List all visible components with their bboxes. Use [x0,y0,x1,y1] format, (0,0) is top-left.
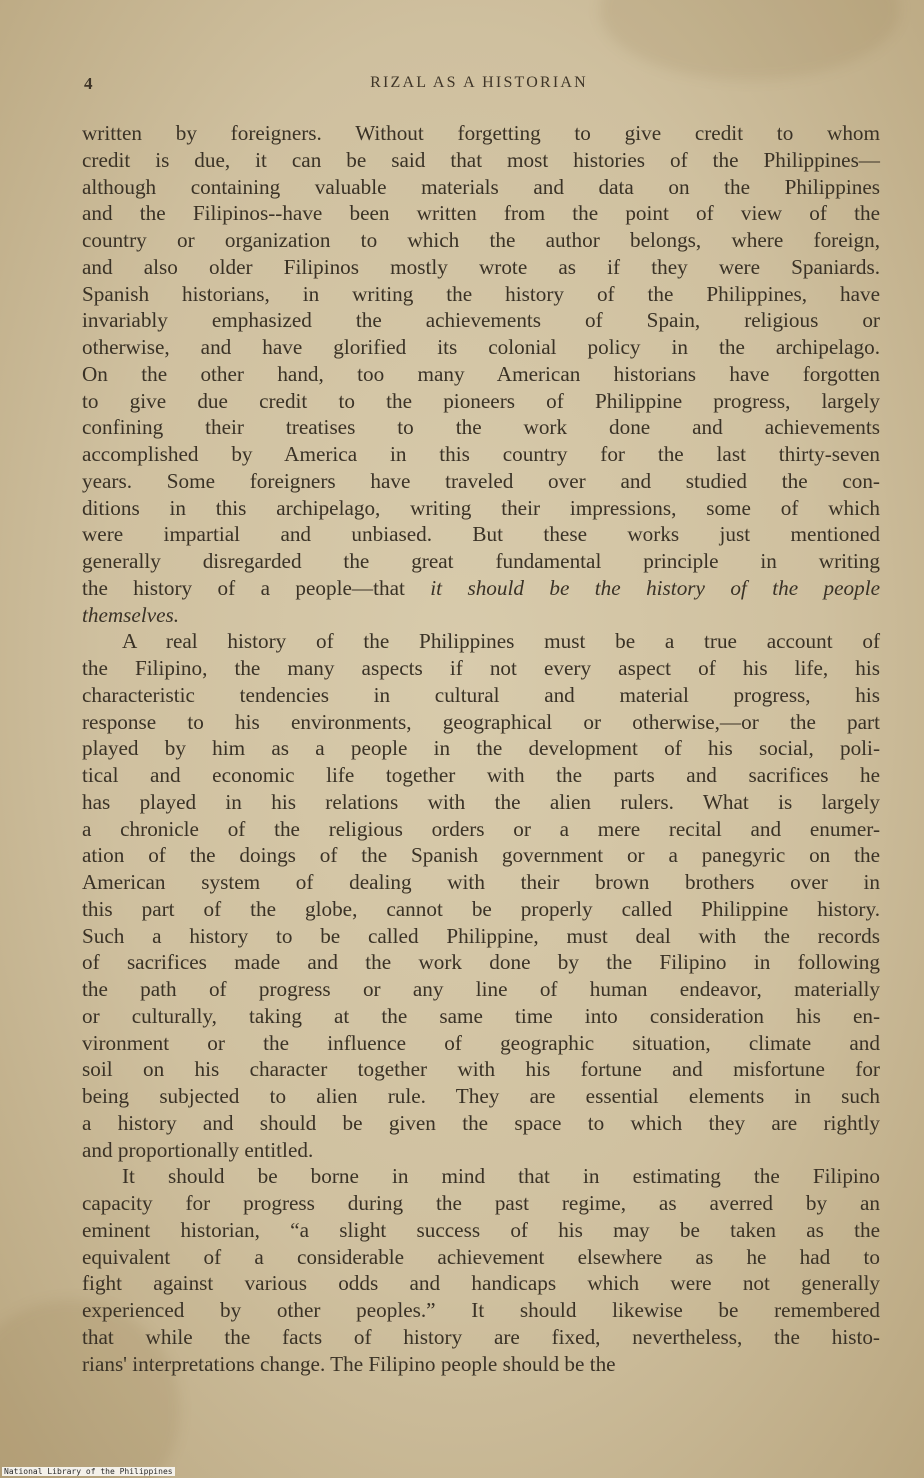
text-line: to give due credit to the pioneers of Philippine progress, largely [82,388,880,413]
text-line: credit is due, it can be said that most histories of the Philippines— [82,147,880,172]
text-line: It should be borne in mind that in estimating the Filipino [122,1164,880,1189]
text-line: eminent historian, “a slight success of his may be taken as the [82,1217,880,1242]
paragraph [82,628,880,1163]
text-line: response to his environments, geographical or otherwise,—or the part [82,709,880,734]
text-line: ation of the doings of the Spanish government or a panegyric on the [82,843,880,868]
text-line: being subjected to alien rule. They are essential elements in such [82,1084,880,1108]
text-line: although containing valuable materials and data on the Philippines [82,174,880,199]
text-line: and also older Filipinos mostly wrote as if they were Spaniards. [82,254,880,279]
text-line: and proportionally entitled. [82,1137,314,1162]
text-line: soil on his character together with his fortune and misfortune for [82,1057,880,1082]
text-line: or culturally, taking at the same time into consideration his en- [82,1003,880,1028]
text-line: a chronicle of the religious orders or a mere recital and enumer- [82,816,880,841]
text-line: capacity for progress during the past regime, as averred by an [82,1191,880,1215]
paragraph [82,1163,880,1377]
text-segment: the history of a people—that [82,575,431,600]
text-line: otherwise, and have glorified its colonial policy in the archipelago. [82,335,880,359]
italic-emphasis: themselves. [82,602,180,627]
text-line: the path of progress or any line of human endeavor, materially [82,977,880,1001]
text-line: On the other hand, too many American historians have forgotten [82,361,880,386]
body-text [82,120,880,1377]
text-line: played by him as a people in the development of his social, poli- [82,736,880,761]
text-line: ditions in this archipelago, writing their impressions, some of which [82,495,880,520]
text-line: vironment or the influence of geographic situation, climate and [82,1030,880,1055]
page-number: 4 [84,74,93,93]
text-line: American system of dealing with their brown brothers over in [82,870,880,894]
text-line: were impartial and unbiased. But these works just mentioned [82,522,880,547]
text-line: and the Filipinos--have been written from the point of view of the [82,201,880,226]
running-title: RIZAL AS A HISTORIAN [370,74,588,91]
library-credit: National Library of the Philippines [4,1467,173,1476]
text-line: of sacrifices made and the work done by the Filipino in following [82,950,880,975]
text-line: written by foreigners. Without forgetting to give credit to whom [82,121,880,145]
text-line: a history and should be given the space to which they are rightly [82,1110,880,1135]
text-line: equivalent of a considerable achievement elsewhere as he had to [82,1244,880,1269]
text-line: tical and economic life together with the parts and sacrifices he [82,763,880,787]
text-line: confining their treatises to the work done and achievements [82,415,880,440]
text-line: rians' interpretations change. The Filipino people should be the [82,1351,616,1376]
text-line: characteristic tendencies in cultural and material progress, his [82,682,880,707]
text-line: A real history of the Philippines must be a true account of [122,629,880,654]
italic-emphasis: it should be the history of the people [430,575,881,600]
text-line: Spanish historians, in writing the history of the Philippines, have [82,281,880,306]
text-line: the Filipino, the many aspects if not every aspect of his life, his [82,656,880,680]
text-line: experienced by other peoples.” It should likewise be remembered [82,1298,880,1322]
paper-stain [600,0,900,80]
text-line: country or organization to which the author belongs, where foreign, [82,228,880,252]
paragraph [82,120,880,628]
text-line: has played in his relations with the alien rulers. What is largely [82,789,880,814]
text-line: that while the facts of history are fixed, nevertheless, the histo- [82,1324,880,1349]
text-line: years. Some foreigners have traveled over and studied the con- [82,468,880,493]
text-line: accomplished by America in this country for the last thirty-seven [82,442,880,466]
text-line [82,575,880,602]
text-line: invariably emphasized the achievements of Spain, religious or [82,308,880,333]
page-header [84,72,874,98]
text-line: generally disregarded the great fundamental principle in writing [82,549,880,573]
text-line: fight against various odds and handicaps which were not generally [82,1271,880,1296]
text-line: this part of the globe, cannot be properly called Philippine history. [82,896,880,921]
text-line: Such a history to be called Philippine, must deal with the records [82,923,880,948]
